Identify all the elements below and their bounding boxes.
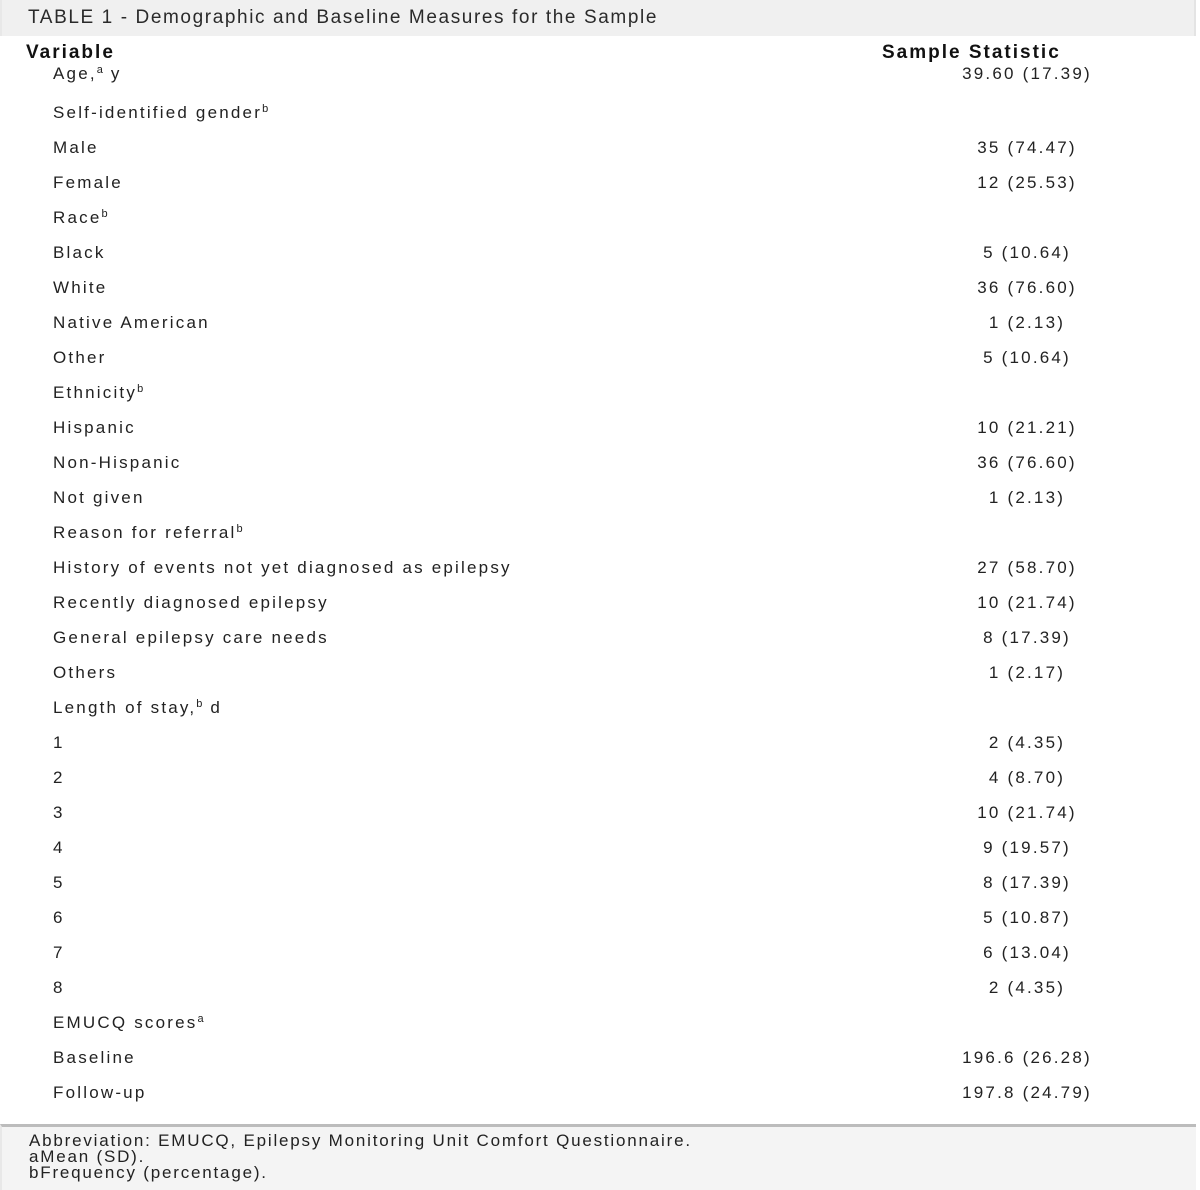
row-label-text: Not given — [53, 488, 145, 507]
table-row — [0, 383, 1196, 418]
row-value: 2 (4.35) — [988, 978, 1066, 997]
row-label-text: 1 — [53, 733, 65, 752]
table-row — [0, 453, 1196, 488]
row-value: 27 (58.70) — [977, 558, 1077, 577]
row-label — [53, 1013, 205, 1033]
table-row — [0, 628, 1196, 663]
row-label-text: Non-Hispanic — [53, 453, 182, 472]
footnote-marker: b — [262, 103, 270, 115]
footnote-a: aMean (SD). — [29, 1147, 146, 1166]
table-caption: TABLE 1 - Demographic and Baseline Measures for the Sample — [0, 0, 1196, 36]
table-row — [0, 488, 1196, 523]
table-row — [0, 64, 1196, 99]
row-label — [53, 418, 136, 438]
row-label — [53, 278, 107, 298]
row-value: 2 (4.35) — [988, 733, 1066, 752]
row-value: 39.60 (17.39) — [962, 64, 1092, 83]
row-label — [53, 103, 269, 123]
row-label-text: EMUCQ scores — [53, 1013, 198, 1032]
table-row — [0, 208, 1196, 243]
row-label — [53, 558, 512, 578]
row-label-text: History of events not yet diagnosed as epilepsy — [53, 558, 512, 577]
row-label — [53, 768, 65, 788]
row-label-text: Race — [53, 208, 102, 227]
row-label-text: 6 — [53, 908, 65, 927]
row-label-text: 4 — [53, 838, 65, 857]
column-header-sample-statistic: Sample Statistic — [882, 42, 1061, 63]
row-label-text: Black — [53, 243, 106, 262]
table-footnotes — [0, 1124, 1196, 1190]
row-value: 5 (10.64) — [983, 348, 1071, 367]
row-label — [53, 173, 123, 193]
row-label — [53, 733, 65, 753]
row-value: 8 (17.39) — [983, 873, 1071, 892]
row-label — [53, 803, 65, 823]
table-row — [0, 313, 1196, 348]
row-label — [53, 978, 65, 998]
table-row — [0, 523, 1196, 558]
row-label-text: 5 — [53, 873, 65, 892]
table-row — [0, 873, 1196, 908]
row-label — [53, 208, 109, 228]
table-row — [0, 908, 1196, 943]
row-label-text: Others — [53, 663, 118, 682]
row-label — [53, 628, 329, 648]
row-label-text: Ethnicity — [53, 383, 138, 402]
row-label — [53, 523, 244, 543]
table-row — [0, 278, 1196, 313]
footnote-marker: b — [137, 383, 145, 395]
row-label-unit: d — [203, 698, 222, 717]
row-value: 5 (10.87) — [983, 908, 1071, 927]
row-label — [53, 138, 99, 158]
row-label — [53, 1083, 147, 1103]
row-label — [53, 908, 65, 928]
footnote-abbreviation: Abbreviation: EMUCQ, Epilepsy Monitoring Unit Comfort Questionnaire. — [29, 1131, 692, 1150]
row-label — [53, 943, 65, 963]
row-label — [53, 838, 65, 858]
table-row — [0, 1048, 1196, 1083]
table-row — [0, 663, 1196, 698]
row-label-text: Self-identified gender — [53, 103, 263, 122]
table-row — [0, 698, 1196, 733]
row-label-text: General epilepsy care needs — [53, 628, 329, 647]
row-label-text: 2 — [53, 768, 65, 787]
row-label-text: Other — [53, 348, 107, 367]
row-label — [53, 453, 181, 473]
row-value: 35 (74.47) — [977, 138, 1077, 157]
table-row — [0, 138, 1196, 173]
row-label-text: Native American — [53, 313, 210, 332]
footnote-b: bFrequency (percentage). — [29, 1163, 268, 1182]
table-row — [0, 768, 1196, 803]
table-row — [0, 943, 1196, 978]
row-value: 10 (21.74) — [977, 803, 1077, 822]
row-label — [53, 663, 117, 683]
row-label — [53, 313, 210, 333]
table-row — [0, 838, 1196, 873]
footnote-marker: b — [101, 208, 109, 220]
table-row — [0, 593, 1196, 628]
row-value: 196.6 (26.28) — [962, 1048, 1092, 1067]
row-label — [53, 698, 222, 718]
table-row — [0, 1013, 1196, 1048]
table-row — [0, 418, 1196, 453]
table-row — [0, 243, 1196, 278]
row-value: 12 (25.53) — [977, 173, 1077, 192]
table-row — [0, 558, 1196, 593]
row-value: 1 (2.13) — [988, 313, 1066, 332]
row-value: 5 (10.64) — [983, 243, 1071, 262]
row-value: 36 (76.60) — [977, 453, 1077, 472]
row-label — [53, 243, 106, 263]
table-row — [0, 103, 1196, 138]
table-row — [0, 733, 1196, 768]
row-label-text: White — [53, 278, 108, 297]
footnote-marker: a — [96, 64, 104, 76]
row-label — [53, 383, 144, 403]
row-label — [53, 488, 145, 508]
column-header-variable: Variable — [26, 42, 115, 63]
row-label — [53, 348, 107, 368]
table-row — [0, 173, 1196, 208]
row-label — [53, 64, 122, 84]
row-label — [53, 593, 329, 613]
row-label-text: 7 — [53, 943, 65, 962]
row-label-unit: y — [103, 64, 122, 83]
row-label-text: Reason for referral — [53, 523, 237, 542]
row-label-text: Hispanic — [53, 418, 136, 437]
row-value: 197.8 (24.79) — [962, 1083, 1092, 1102]
table-row — [0, 348, 1196, 383]
row-value: 6 (13.04) — [983, 943, 1071, 962]
row-label-text: Male — [53, 138, 99, 157]
row-label-text: Recently diagnosed epilepsy — [53, 593, 329, 612]
row-label-text: Female — [53, 173, 123, 192]
row-value: 8 (17.39) — [983, 628, 1071, 647]
row-value: 10 (21.21) — [977, 418, 1077, 437]
row-label-text: Baseline — [53, 1048, 136, 1067]
row-label-text: Age, — [53, 64, 97, 83]
row-value: 9 (19.57) — [983, 838, 1071, 857]
row-value: 36 (76.60) — [977, 278, 1077, 297]
row-value: 10 (21.74) — [977, 593, 1077, 612]
row-value: 1 (2.17) — [988, 663, 1066, 682]
table-row — [0, 803, 1196, 838]
row-label-text: 3 — [53, 803, 65, 822]
footnote-marker: b — [196, 698, 204, 710]
footnote-marker: b — [236, 523, 244, 535]
row-label — [53, 1048, 136, 1068]
row-label — [53, 873, 65, 893]
row-value: 1 (2.13) — [988, 488, 1066, 507]
row-label-text: Length of stay, — [53, 698, 197, 717]
row-label-text: Follow-up — [53, 1083, 147, 1102]
row-label-text: 8 — [53, 978, 65, 997]
footnote-marker: a — [197, 1013, 205, 1025]
table-row — [0, 1083, 1196, 1118]
row-value: 4 (8.70) — [988, 768, 1066, 787]
table-row — [0, 978, 1196, 1013]
